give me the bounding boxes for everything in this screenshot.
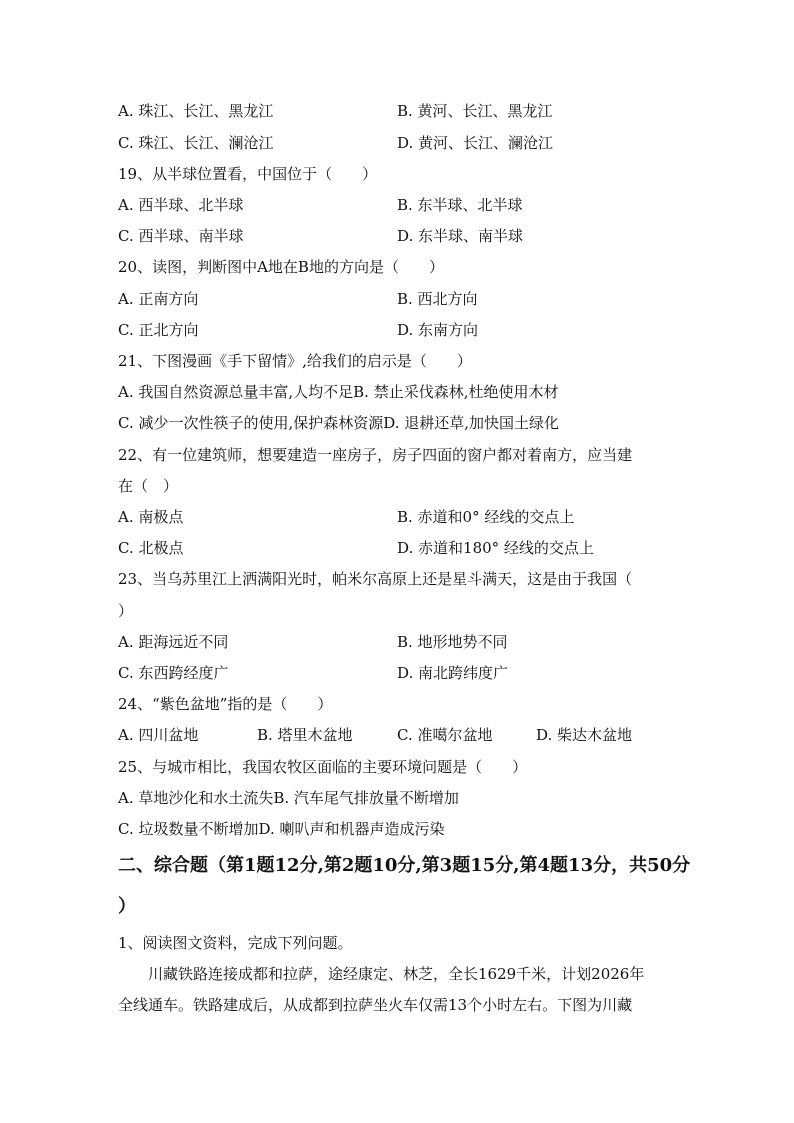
q22-option-a: A. 南极点	[118, 508, 184, 526]
q18-option-b: B. 黄河、长江、黑龙江	[397, 102, 553, 120]
q23-option-b: B. 地形地势不同	[397, 633, 508, 651]
q22-stem-line2: 在（ ）	[118, 477, 179, 495]
q24-option-c: C. 准噶尔盆地	[397, 726, 493, 744]
q23-stem-line2: ）	[118, 602, 134, 620]
q24-stem: 24、“紫色盆地”指的是（ ）	[118, 695, 333, 713]
q23-option-c: C. 东西跨经度广	[118, 664, 229, 682]
s2-q1-stem: 1、阅读图文资料，完成下列问题。	[118, 934, 353, 952]
q19-option-d: D. 东半球、南半球	[397, 227, 524, 245]
q21-options-ab: A. 我国自然资源总量丰富,人均不足B. 禁止采伐森林,杜绝使用木材	[118, 383, 559, 401]
q24-option-b: B. 塔里木盆地	[257, 726, 353, 744]
q20-option-c: C. 正北方向	[118, 321, 199, 339]
section-heading-line1: 二、综合题（第1题12分,第2题10分,第3题15分,第4题13分，共50分	[118, 855, 691, 876]
q22-option-c: C. 北极点	[118, 539, 184, 557]
q20-stem: 20、读图，判断图中A地在B地的方向是（ ）	[118, 258, 444, 276]
q24-option-a: A. 四川盆地	[118, 726, 199, 744]
q19-option-a: A. 西半球、北半球	[118, 196, 244, 214]
q22-stem-line1: 22、有一位建筑师，想要建造一座房子，房子四面的窗户都对着南方，应当建	[118, 446, 633, 464]
q19-option-b: B. 东半球、北半球	[397, 196, 523, 214]
q24-option-d: D. 柴达木盆地	[536, 726, 633, 744]
s2-q1-paragraph-line1: 川藏铁路连接成都和拉萨，途经康定、林芝，全长1629千米，计划2026年	[148, 965, 645, 983]
q25-options-cd: C. 垃圾数量不断增加D. 喇叭声和机器声造成污染	[118, 820, 445, 838]
q23-stem-line1: 23、当乌苏里江上洒满阳光时，帕米尔高原上还是星斗满天，这是由于我国（	[118, 570, 633, 588]
q23-option-d: D. 南北跨纬度广	[397, 664, 509, 682]
s2-q1-paragraph-line2: 全线通车。铁路建成后，从成都到拉萨坐火车仅需13个小时左右。下图为川藏	[118, 996, 633, 1014]
q23-option-a: A. 距海远近不同	[118, 633, 229, 651]
q25-stem: 25、与城市相比，我国农牧区面临的主要环境问题是（ ）	[118, 758, 528, 776]
q25-options-ab: A. 草地沙化和水土流失B. 汽车尾气排放量不断增加	[118, 789, 459, 807]
q18-option-a: A. 珠江、长江、黑龙江	[118, 102, 274, 120]
q21-options-cd: C. 减少一次性筷子的使用,保护森林资源D. 退耕还草,加快国土绿化	[118, 414, 560, 432]
section-heading-line2: ）	[118, 896, 136, 917]
q18-option-d: D. 黄河、长江、澜沧江	[397, 134, 554, 152]
q18-option-c: C. 珠江、长江、澜沧江	[118, 134, 274, 152]
q22-option-b: B. 赤道和0° 经线的交点上	[397, 508, 575, 526]
q20-option-a: A. 正南方向	[118, 290, 199, 308]
q19-option-c: C. 西半球、南半球	[118, 227, 244, 245]
q22-option-d: D. 赤道和180° 经线的交点上	[397, 539, 594, 557]
q20-option-b: B. 西北方向	[397, 290, 478, 308]
q21-stem: 21、下图漫画《手下留情》,给我们的启示是（ ）	[118, 352, 472, 370]
q20-option-d: D. 东南方向	[397, 321, 479, 339]
q19-stem: 19、从半球位置看，中国位于（ ）	[118, 165, 378, 183]
